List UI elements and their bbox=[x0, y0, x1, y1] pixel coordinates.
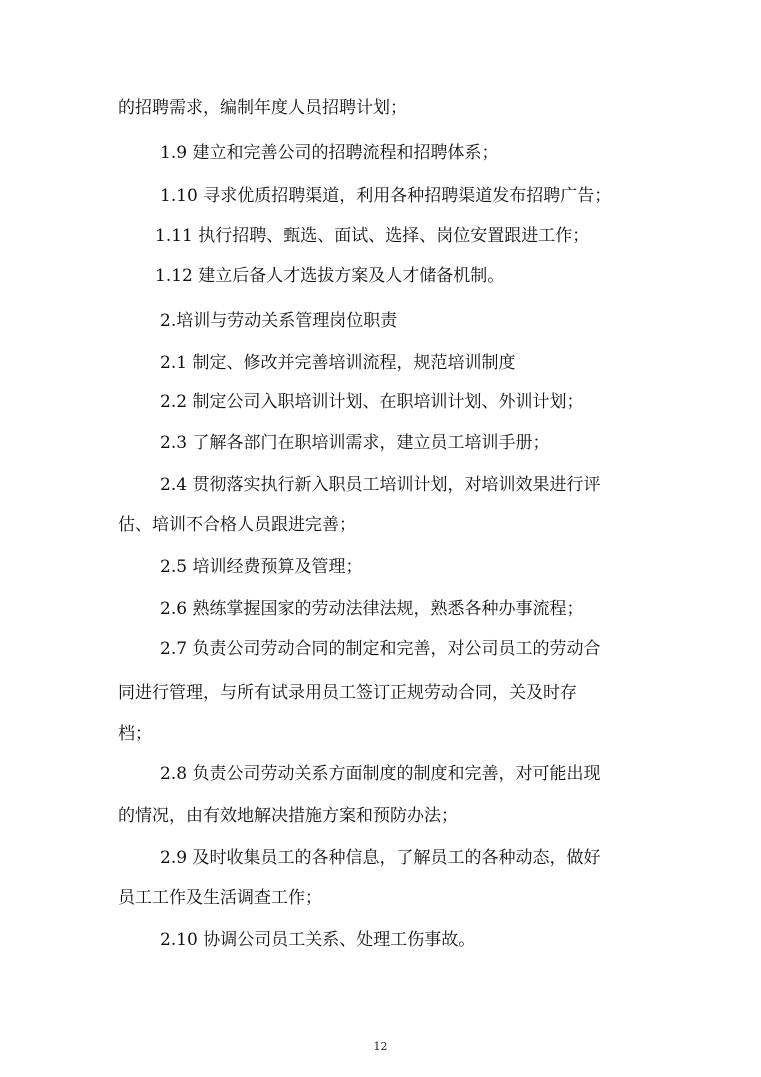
text-line: 1.11 执行招聘、甄选、面试、选择、岗位安置跟进工作； bbox=[155, 226, 590, 246]
text-line: 2.9 及时收集员工的各种信息，了解员工的各种动态，做好 bbox=[160, 848, 601, 868]
text-line: 2.2 制定公司入职培训计划、在职培训计划、外训计划； bbox=[160, 392, 584, 412]
text-line: 的招聘需求，编制年度人员招聘计划； bbox=[118, 98, 407, 118]
text-line: 2.4 贯彻落实执行新入职员工培训计划，对培训效果进行评 bbox=[160, 475, 601, 495]
text-line: 2.8 负责公司劳动关系方面制度的制度和完善，对可能出现 bbox=[160, 764, 601, 784]
text-line: 档； bbox=[118, 724, 152, 744]
text-line: 2.1 制定、修改并完善培训流程，规范培训制度 bbox=[160, 353, 516, 373]
text-line: 1.9 建立和完善公司的招聘流程和招聘体系； bbox=[160, 143, 499, 163]
text-line: 2.3 了解各部门在职培训需求，建立员工培训手册； bbox=[160, 433, 550, 453]
text-line: 1.12 建立后备人才选拔方案及人才储备机制。 bbox=[155, 266, 505, 286]
section-heading: 2.培训与劳动关系管理岗位职责 bbox=[160, 311, 398, 331]
text-line: 2.5 培训经费预算及管理； bbox=[160, 557, 363, 577]
text-line: 员工工作及生活调查工作； bbox=[118, 888, 322, 908]
text-line: 2.6 熟练掌握国家的劳动法律法规，熟悉各种办事流程； bbox=[160, 599, 584, 619]
text-line: 2.10 协调公司员工关系、处理工伤事故。 bbox=[160, 930, 476, 950]
text-line: 1.10 寻求优质招聘渠道，利用各种招聘渠道发布招聘广告； bbox=[160, 186, 612, 206]
text-line: 同进行管理，与所有试录用员工签订正规劳动合同，关及时存 bbox=[118, 683, 577, 703]
text-line: 2.7 负责公司劳动合同的制定和完善，对公司员工的劳动合 bbox=[160, 639, 601, 659]
text-line: 的情况，由有效地解决措施方案和预防办法； bbox=[118, 806, 458, 826]
text-line: 估、培训不合格人员跟进完善； bbox=[118, 515, 356, 535]
page-number: 12 bbox=[373, 1040, 388, 1053]
